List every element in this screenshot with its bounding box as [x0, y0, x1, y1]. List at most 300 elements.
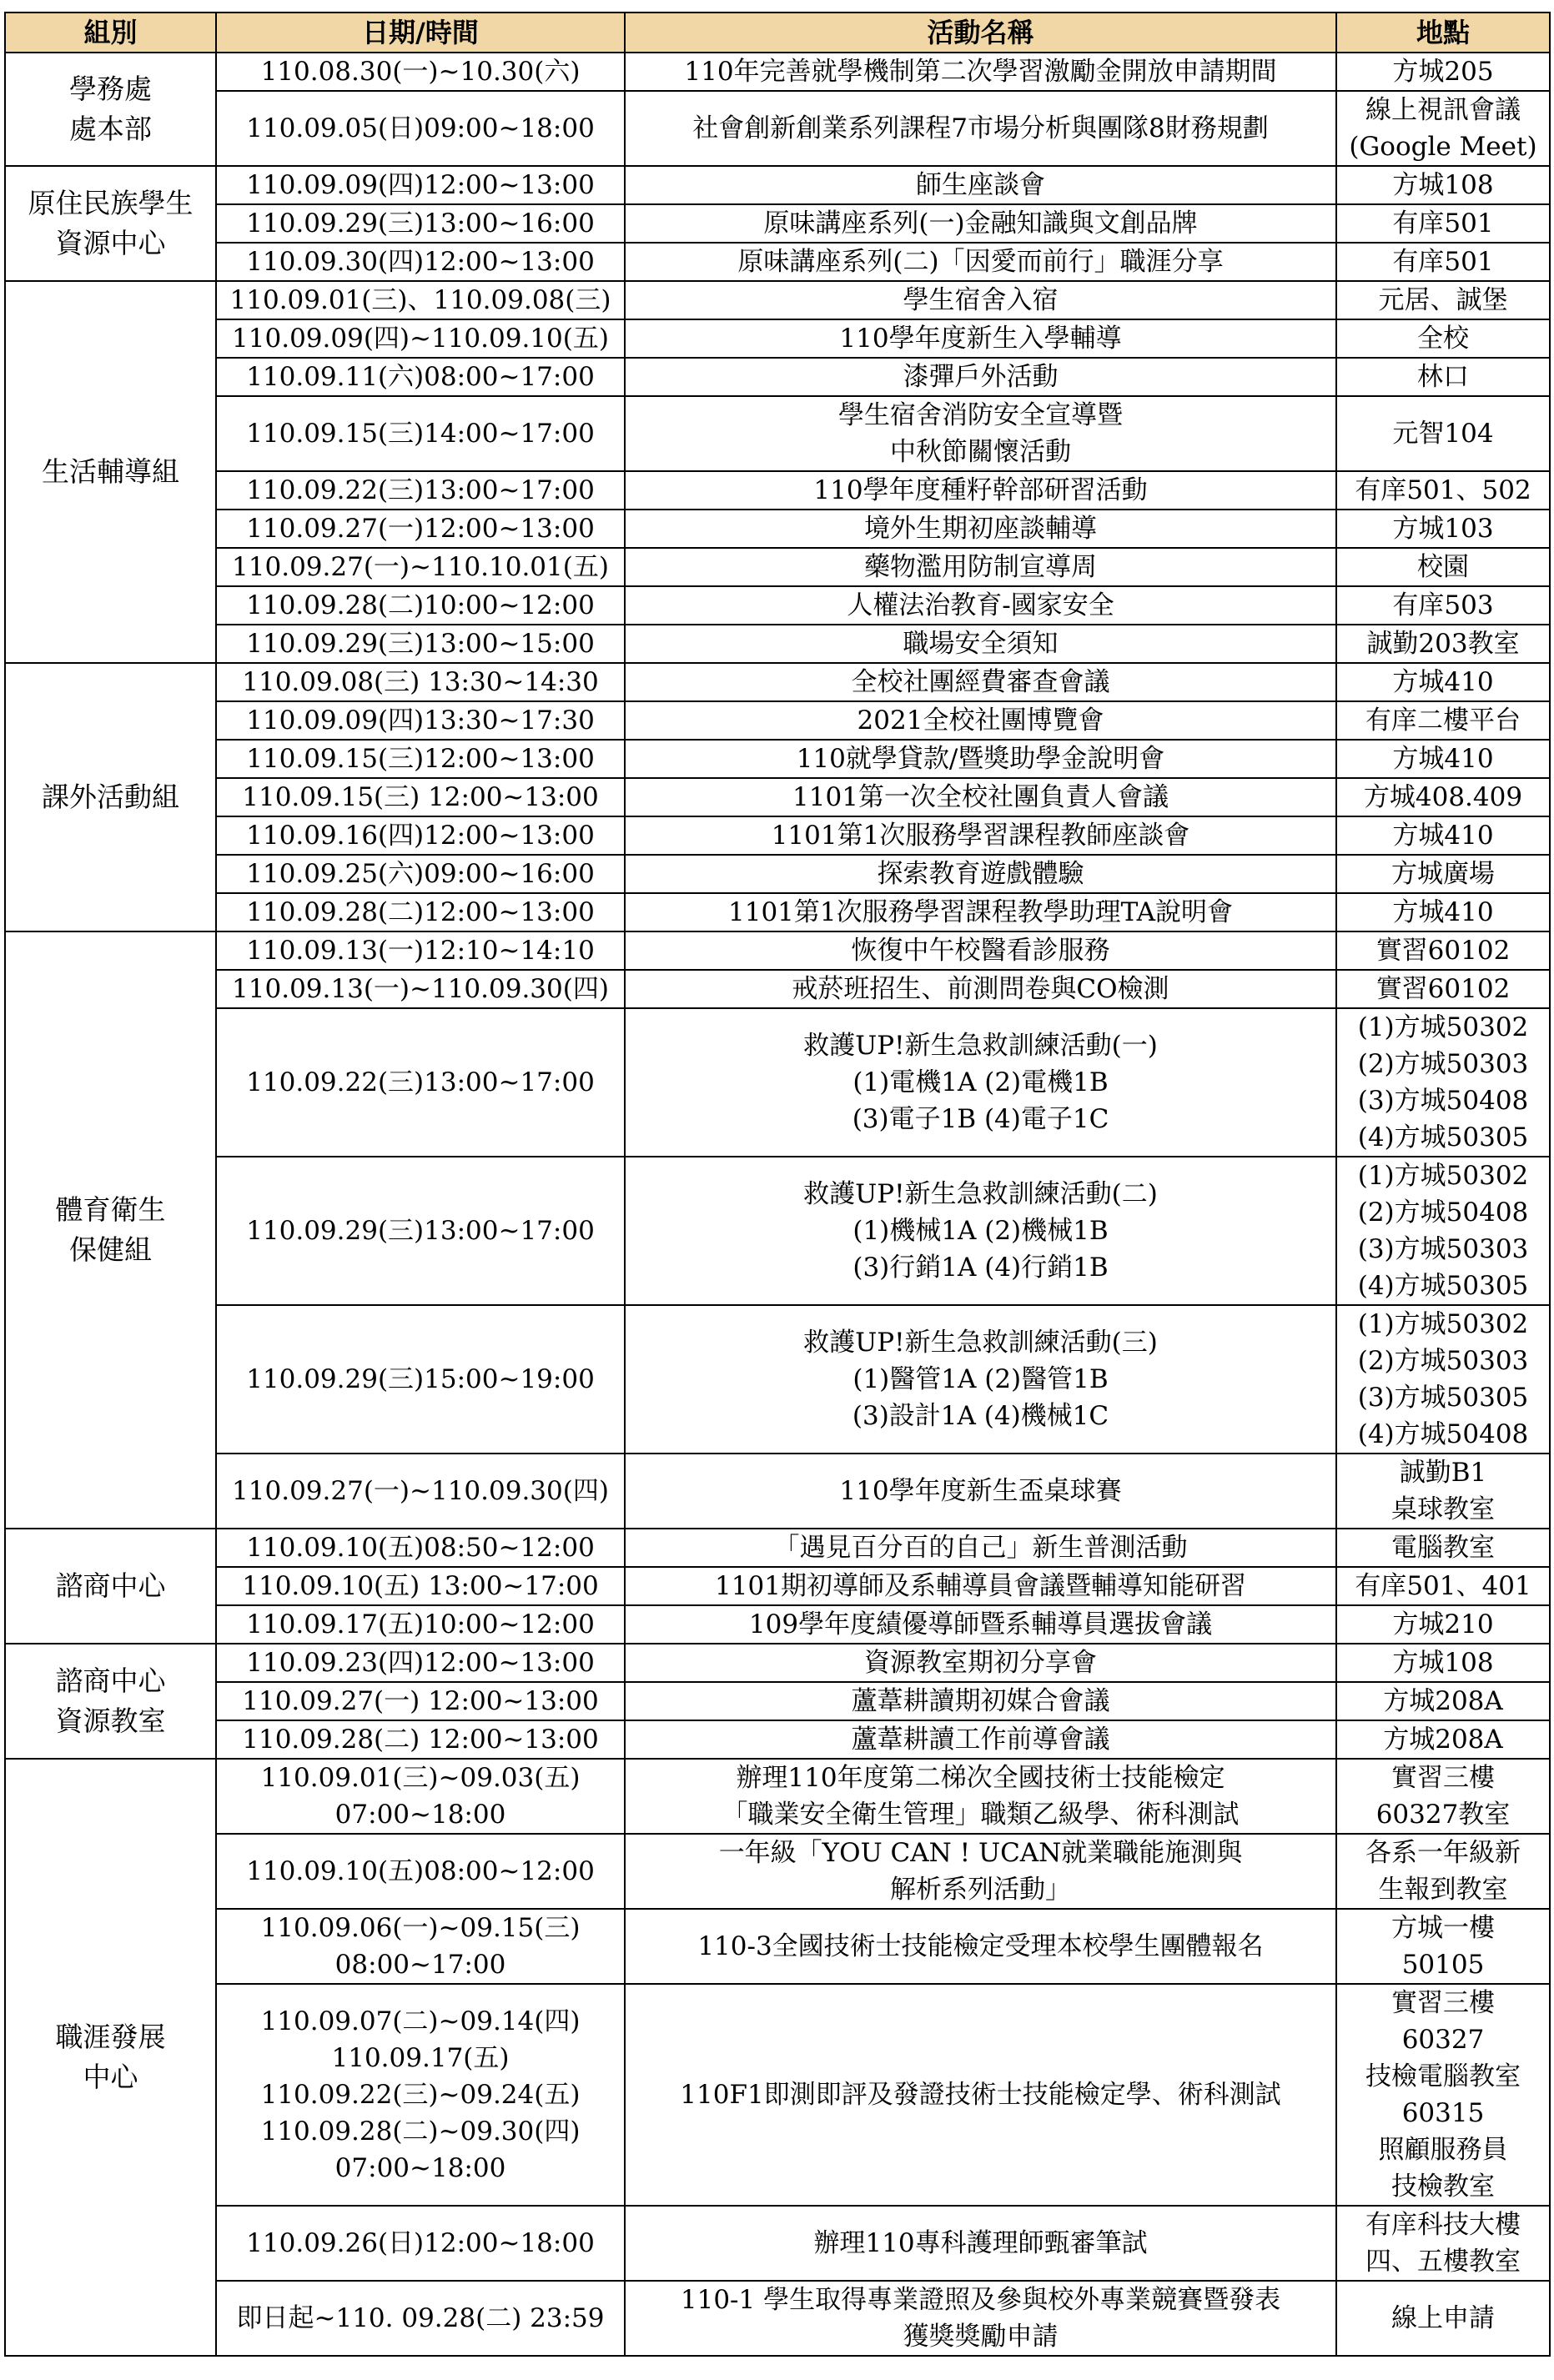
datetime-line: 110.09.17(五) [331, 2043, 510, 2073]
activity-line: 110學年度新生盃桌球賽 [839, 1476, 1122, 1506]
location-cell [1336, 204, 1550, 243]
group-cell [5, 281, 216, 663]
activity-line: 110年完善就學機制第二次學習激勵金開放申請期間 [684, 57, 1277, 87]
datetime-cell [216, 970, 625, 1008]
activity-cell [625, 816, 1336, 855]
location-line: 方城205 [1392, 57, 1494, 87]
datetime-cell [216, 1984, 625, 2206]
activity-cell [625, 2206, 1336, 2281]
location-cell [1336, 319, 1550, 358]
datetime-line: 即日起~110. 09.28(二) 23:59 [236, 2303, 605, 2333]
header-group: 組別 [5, 13, 216, 53]
location-line: 有庠501、401 [1355, 1571, 1531, 1601]
datetime-line: 110.09.09(四)~110.09.10(五) [232, 324, 609, 354]
table-row [5, 1157, 1550, 1305]
location-line: (2)方城50408 [1357, 1198, 1529, 1228]
location-line: 方城108 [1392, 1648, 1494, 1678]
location-line: (4)方城50305 [1357, 1271, 1529, 1301]
group-name-line: 諮商中心 [55, 1664, 166, 1697]
location-line: 方城410 [1392, 821, 1494, 851]
location-line: 方城一樓 [1391, 1913, 1495, 1943]
datetime-line: 110.08.30(一)~10.30(六) [260, 57, 581, 87]
activity-line: 110學年度新生入學輔導 [839, 324, 1122, 354]
datetime-line: 110.09.13(一)~110.09.30(四) [232, 974, 609, 1004]
activity-cell [625, 204, 1336, 243]
table-row [5, 855, 1550, 893]
header-datetime: 日期/時間 [216, 13, 625, 53]
activity-line: 蘆葦耕讀期初媒合會議 [851, 1686, 1110, 1716]
activity-cell [625, 281, 1336, 319]
activity-line: 職場安全須知 [903, 629, 1059, 659]
datetime-cell [216, 1157, 625, 1305]
activity-line: (1)醫管1A (2)醫管1B [852, 1364, 1109, 1394]
table-row [5, 471, 1550, 510]
group-name-line: 資源教室 [55, 1705, 166, 1737]
location-cell [1336, 396, 1550, 471]
activity-line: 1101第一次全校社團負責人會議 [792, 782, 1169, 812]
datetime-cell [216, 1567, 625, 1605]
table-row [5, 1529, 1550, 1567]
location-line: 全校 [1417, 324, 1469, 354]
table-row [5, 1759, 1550, 1834]
activity-cell [625, 1834, 1336, 1909]
location-cell [1336, 778, 1550, 816]
activity-line: 獲獎獎勵申請 [903, 2322, 1059, 2352]
activity-cell [625, 1305, 1336, 1454]
datetime-cell [216, 510, 625, 548]
location-cell [1336, 663, 1550, 701]
table-row [5, 510, 1550, 548]
datetime-line: 110.09.06(一)~09.15(三) [260, 1913, 581, 1943]
activity-line: 學生宿舍入宿 [903, 285, 1059, 315]
table-row [5, 625, 1550, 663]
activity-cell [625, 1909, 1336, 1984]
location-line: 方城410 [1392, 667, 1494, 697]
table-row [5, 1008, 1550, 1157]
location-line: 實習三樓 [1391, 1763, 1495, 1793]
location-line: 方城210 [1392, 1609, 1494, 1639]
group-cell [5, 1759, 216, 2356]
table-row [5, 1644, 1550, 1682]
location-line: 線上申請 [1391, 2303, 1495, 2333]
group-cell [5, 663, 216, 931]
activity-line: (3)行銷1A (4)行銷1B [852, 1253, 1109, 1283]
location-line: 方城208A [1383, 1686, 1503, 1716]
schedule-body [5, 53, 1550, 2356]
location-cell [1336, 243, 1550, 281]
datetime-line: 110.09.17(五)10:00~12:00 [246, 1609, 595, 1639]
datetime-line: 110.09.13(一)12:10~14:10 [246, 936, 595, 966]
datetime-line: 110.09.25(六)09:00~16:00 [246, 859, 595, 889]
datetime-line: 110.09.27(一)~110.09.30(四) [232, 1476, 609, 1506]
activity-cell [625, 701, 1336, 740]
datetime-cell [216, 931, 625, 970]
activity-cell [625, 1720, 1336, 1759]
activity-cell [625, 1529, 1336, 1567]
datetime-cell [216, 396, 625, 471]
location-line: (3)方城50305 [1357, 1383, 1529, 1413]
datetime-cell [216, 816, 625, 855]
datetime-line: 110.09.22(三)13:00~17:00 [246, 475, 595, 505]
location-cell [1336, 1008, 1550, 1157]
datetime-line: 110.09.09(四)13:30~17:30 [246, 705, 595, 736]
table-row [5, 548, 1550, 586]
datetime-line: 110.09.28(二) 12:00~13:00 [242, 1725, 599, 1755]
location-cell [1336, 1759, 1550, 1834]
location-line: 有庠501 [1392, 247, 1494, 277]
location-line: 生報到教室 [1378, 1875, 1508, 1905]
location-line: (4)方城50408 [1357, 1419, 1529, 1449]
datetime-line: 110.09.28(二)10:00~12:00 [246, 590, 595, 620]
activity-cell [625, 970, 1336, 1008]
activity-line: 中秋節關懷活動 [890, 437, 1071, 467]
activity-cell [625, 319, 1336, 358]
table-row [5, 2281, 1550, 2356]
activity-cell [625, 663, 1336, 701]
location-cell [1336, 1834, 1550, 1909]
location-cell [1336, 740, 1550, 778]
activity-line: 探索教育遊戲體驗 [877, 859, 1084, 889]
location-cell [1336, 1682, 1550, 1720]
datetime-cell [216, 2281, 625, 2356]
table-row [5, 396, 1550, 471]
datetime-cell [216, 1454, 625, 1529]
location-cell [1336, 2281, 1550, 2356]
group-cell [5, 1644, 216, 1759]
datetime-cell [216, 1008, 625, 1157]
group-name-line: 諮商中心 [55, 1569, 166, 1602]
location-cell [1336, 816, 1550, 855]
datetime-line: 110.09.05(日)09:00~18:00 [246, 113, 595, 143]
location-line: (1)方城50302 [1357, 1309, 1529, 1339]
table-row [5, 663, 1550, 701]
location-cell [1336, 166, 1550, 204]
datetime-cell [216, 1834, 625, 1909]
datetime-cell [216, 358, 625, 396]
activity-cell [625, 166, 1336, 204]
activity-line: 109學年度績優導師暨系輔導員選拔會議 [748, 1609, 1213, 1639]
datetime-cell [216, 1759, 625, 1834]
header-activity: 活動名稱 [625, 13, 1336, 53]
datetime-line: 110.09.29(三)13:00~15:00 [246, 629, 595, 659]
activity-line: 原味講座系列(一)金融知識與文創品牌 [763, 208, 1198, 239]
datetime-line: 110.09.15(三) 12:00~13:00 [242, 782, 599, 812]
group-name-line: 原住民族學生 [28, 187, 194, 219]
table-row [5, 1834, 1550, 1909]
activity-cell [625, 855, 1336, 893]
datetime-cell [216, 1605, 625, 1644]
activity-line: 一年級「YOU CAN ! UCAN就業職能施測與 [718, 1838, 1243, 1868]
location-line: 有庠501 [1392, 208, 1494, 239]
activity-cell [625, 1157, 1336, 1305]
datetime-cell [216, 740, 625, 778]
location-cell [1336, 1909, 1550, 1984]
location-cell [1336, 1529, 1550, 1567]
group-name-line: 生活輔導組 [42, 455, 179, 488]
table-row [5, 243, 1550, 281]
activity-line: 解析系列活動」 [890, 1875, 1071, 1905]
activity-line: 110F1即測即評及發證技術士技能檢定學、術科測試 [680, 2080, 1281, 2110]
activity-line: 恢復中午校醫看診服務 [851, 936, 1110, 966]
activity-line: 辦理110專科護理師甄審筆試 [813, 2228, 1148, 2258]
datetime-line: 110.09.22(三)13:00~17:00 [246, 1067, 595, 1097]
datetime-cell [216, 166, 625, 204]
activity-line: 110-1 學生取得專業證照及參與校外專業競賽暨發表 [680, 2285, 1281, 2315]
activity-line: 人權法治教育-國家安全 [847, 590, 1114, 620]
location-line: 實習60102 [1375, 936, 1511, 966]
location-line: 各系一年級新 [1365, 1838, 1521, 1868]
table-row [5, 2206, 1550, 2281]
activity-line: 漆彈戶外活動 [903, 362, 1059, 392]
activity-line: (1)電機1A (2)電機1B [852, 1067, 1109, 1097]
datetime-line: 110.09.22(三)~09.24(五) [260, 2080, 581, 2110]
activity-cell [625, 358, 1336, 396]
location-line: 60327 [1401, 2025, 1485, 2055]
datetime-line: 110.09.10(五)08:00~12:00 [246, 1856, 595, 1886]
datetime-line: 110.09.15(三)14:00~17:00 [246, 419, 595, 449]
location-line: (3)方城50408 [1357, 1086, 1529, 1116]
activity-line: 「遇見百分百的自己」新生普測活動 [773, 1533, 1188, 1563]
location-line: 方城廣場 [1391, 859, 1495, 889]
location-cell [1336, 1567, 1550, 1605]
location-cell [1336, 931, 1550, 970]
activity-line: 資源教室期初分享會 [864, 1648, 1097, 1678]
datetime-cell [216, 319, 625, 358]
datetime-line: 110.09.11(六)08:00~17:00 [246, 362, 595, 392]
group-name-line: 處本部 [69, 113, 152, 145]
activity-cell [625, 1567, 1336, 1605]
location-line: 實習60102 [1375, 974, 1511, 1004]
datetime-line: 110.09.26(日)12:00~18:00 [246, 2228, 595, 2258]
location-line: 元居、誠堡 [1378, 285, 1508, 315]
datetime-cell [216, 243, 625, 281]
table-row [5, 281, 1550, 319]
datetime-line: 110.09.16(四)12:00~13:00 [246, 821, 595, 851]
activity-cell [625, 243, 1336, 281]
location-line: 60315 [1401, 2098, 1485, 2128]
location-line: 誠勤203教室 [1366, 629, 1520, 659]
activity-line: 師生座談會 [916, 170, 1045, 200]
activity-cell [625, 471, 1336, 510]
location-line: 有庠501、502 [1355, 475, 1531, 505]
activity-line: 1101第1次服務學習課程教學助理TA說明會 [728, 897, 1233, 927]
header-location: 地點 [1336, 13, 1550, 53]
group-name-line: 資源中心 [55, 227, 166, 259]
location-line: 有庠科技大樓 [1365, 2210, 1521, 2240]
datetime-line: 110.09.23(四)12:00~13:00 [246, 1648, 595, 1678]
datetime-cell [216, 625, 625, 663]
datetime-cell [216, 1909, 625, 1984]
location-line: 實習三樓 [1391, 1988, 1495, 2018]
group-name-line: 保健組 [69, 1233, 152, 1266]
location-line: 方城103 [1392, 514, 1494, 544]
location-line: 桌球教室 [1391, 1494, 1495, 1524]
activity-cell [625, 893, 1336, 931]
activity-line: 救護UP!新生急救訓練活動(一) [803, 1031, 1158, 1061]
location-line: 方城410 [1392, 744, 1494, 774]
table-row [5, 166, 1550, 204]
location-line: 50105 [1401, 1950, 1485, 1980]
datetime-line: 110.09.27(一) 12:00~13:00 [242, 1686, 599, 1716]
group-name-line: 學務處 [69, 73, 152, 105]
activity-cell [625, 53, 1336, 91]
datetime-cell [216, 53, 625, 91]
table-row [5, 1682, 1550, 1720]
activity-cell [625, 1644, 1336, 1682]
header-row [5, 13, 1550, 53]
activity-line: 蘆葦耕讀工作前導會議 [851, 1725, 1110, 1755]
datetime-cell [216, 778, 625, 816]
location-line: 有庠二樓平台 [1365, 705, 1521, 736]
datetime-cell [216, 204, 625, 243]
table-row [5, 970, 1550, 1008]
location-cell [1336, 510, 1550, 548]
datetime-line: 08:00~17:00 [334, 1950, 506, 1980]
activity-line: 原味講座系列(二)「因愛而前行」職涯分享 [737, 247, 1224, 277]
activity-cell [625, 2281, 1336, 2356]
location-line: 電腦教室 [1391, 1533, 1495, 1563]
location-cell [1336, 625, 1550, 663]
table-row [5, 1305, 1550, 1454]
location-cell [1336, 1984, 1550, 2206]
location-line: 線上視訊會議 [1365, 95, 1521, 125]
datetime-line: 07:00~18:00 [334, 1800, 506, 1830]
datetime-cell [216, 1682, 625, 1720]
location-line: 照顧服務員 [1378, 2135, 1508, 2165]
location-line: (1)方城50302 [1357, 1012, 1529, 1042]
table-row [5, 319, 1550, 358]
table-row [5, 931, 1550, 970]
table-row [5, 53, 1550, 91]
datetime-line: 110.09.07(二)~09.14(四) [260, 2006, 581, 2036]
activity-cell [625, 1682, 1336, 1720]
table-row [5, 893, 1550, 931]
activity-line: 學生宿舍消防安全宣導暨 [838, 400, 1123, 430]
activity-line: 1101期初導師及系輔導員會議暨輔導知能研習 [715, 1571, 1246, 1601]
table-row [5, 1720, 1550, 1759]
activity-cell [625, 1984, 1336, 2206]
location-line: 方城410 [1392, 897, 1494, 927]
location-cell [1336, 586, 1550, 625]
activity-cell [625, 586, 1336, 625]
activity-cell [625, 778, 1336, 816]
location-line: 四、五樓教室 [1365, 2247, 1521, 2277]
datetime-line: 110.09.29(三)15:00~19:00 [246, 1364, 595, 1394]
location-line: 方城108 [1392, 170, 1494, 200]
location-line: 方城408.409 [1363, 782, 1523, 812]
table-row [5, 204, 1550, 243]
table-row [5, 1454, 1550, 1529]
location-cell [1336, 1305, 1550, 1454]
schedule-table [4, 12, 1551, 2357]
group-name-line: 體育衛生 [55, 1193, 166, 1226]
datetime-cell [216, 1529, 625, 1567]
group-cell [5, 1529, 216, 1644]
location-cell [1336, 855, 1550, 893]
datetime-line: 110.09.30(四)12:00~13:00 [246, 247, 595, 277]
location-cell [1336, 53, 1550, 91]
datetime-line: 07:00~18:00 [334, 2153, 506, 2183]
datetime-line: 110.09.28(二)~09.30(四) [260, 2116, 581, 2147]
group-cell [5, 931, 216, 1529]
activity-line: 1101第1次服務學習課程教師座談會 [771, 821, 1190, 851]
datetime-cell [216, 2206, 625, 2281]
datetime-line: 110.09.08(三) 13:30~14:30 [242, 667, 599, 697]
datetime-cell [216, 548, 625, 586]
datetime-cell [216, 281, 625, 319]
table-row [5, 1984, 1550, 2206]
datetime-cell [216, 586, 625, 625]
location-line: 林口 [1417, 362, 1469, 392]
location-line: (1)方城50302 [1357, 1161, 1529, 1191]
activity-cell [625, 91, 1336, 166]
activity-line: 2021全校社團博覽會 [857, 705, 1104, 736]
group-name-line: 中心 [83, 2061, 138, 2093]
location-cell [1336, 2206, 1550, 2281]
location-cell [1336, 1605, 1550, 1644]
activity-cell [625, 1008, 1336, 1157]
datetime-line: 110.09.10(五) 13:00~17:00 [242, 1571, 599, 1601]
activity-cell [625, 396, 1336, 471]
activity-line: 救護UP!新生急救訓練活動(二) [803, 1179, 1158, 1209]
location-cell [1336, 1644, 1550, 1682]
activity-line: 社會創新創業系列課程7市場分析與團隊8財務規劃 [692, 113, 1269, 143]
activity-cell [625, 1605, 1336, 1644]
table-row [5, 358, 1550, 396]
location-line: 校園 [1417, 552, 1469, 582]
datetime-cell [216, 1305, 625, 1454]
table-row [5, 1605, 1550, 1644]
activity-line: 藥物濫用防制宣導周 [864, 552, 1097, 582]
activity-cell [625, 548, 1336, 586]
location-line: 有庠503 [1392, 590, 1494, 620]
location-cell [1336, 701, 1550, 740]
activity-cell [625, 931, 1336, 970]
datetime-line: 110.09.09(四)12:00~13:00 [246, 170, 595, 200]
location-line: 方城208A [1383, 1725, 1503, 1755]
activity-line: 救護UP!新生急救訓練活動(三) [803, 1328, 1158, 1358]
table-row [5, 1909, 1550, 1984]
activity-cell [625, 740, 1336, 778]
schedule-sheet [4, 12, 1549, 2357]
datetime-line: 110.09.29(三)13:00~16:00 [246, 208, 595, 239]
activity-cell [625, 1759, 1336, 1834]
datetime-line: 110.09.29(三)13:00~17:00 [246, 1216, 595, 1246]
activity-line: 「職業安全衛生管理」職類乙級學、術科測試 [722, 1800, 1240, 1830]
datetime-cell [216, 1644, 625, 1682]
datetime-cell [216, 855, 625, 893]
location-cell [1336, 1157, 1550, 1305]
activity-line: (3)設計1A (4)機械1C [852, 1401, 1109, 1431]
datetime-cell [216, 1720, 625, 1759]
activity-line: 戒菸班招生、前測問卷與CO檢測 [792, 974, 1169, 1004]
datetime-line: 110.09.01(三)、110.09.08(三) [229, 285, 611, 315]
group-name-line: 課外活動組 [42, 781, 179, 813]
activity-cell [625, 1454, 1336, 1529]
location-cell [1336, 281, 1550, 319]
activity-line: 110就學貸款/暨獎助學金說明會 [796, 744, 1165, 774]
table-row [5, 740, 1550, 778]
location-cell [1336, 91, 1550, 166]
activity-line: (1)機械1A (2)機械1B [852, 1216, 1109, 1246]
datetime-cell [216, 701, 625, 740]
activity-line: 辦理110年度第二梯次全國技術士技能檢定 [736, 1763, 1225, 1793]
location-cell [1336, 548, 1550, 586]
datetime-line: 110.09.10(五)08:50~12:00 [246, 1533, 595, 1563]
datetime-cell [216, 471, 625, 510]
datetime-cell [216, 893, 625, 931]
location-line: 技檢教室 [1391, 2172, 1495, 2202]
